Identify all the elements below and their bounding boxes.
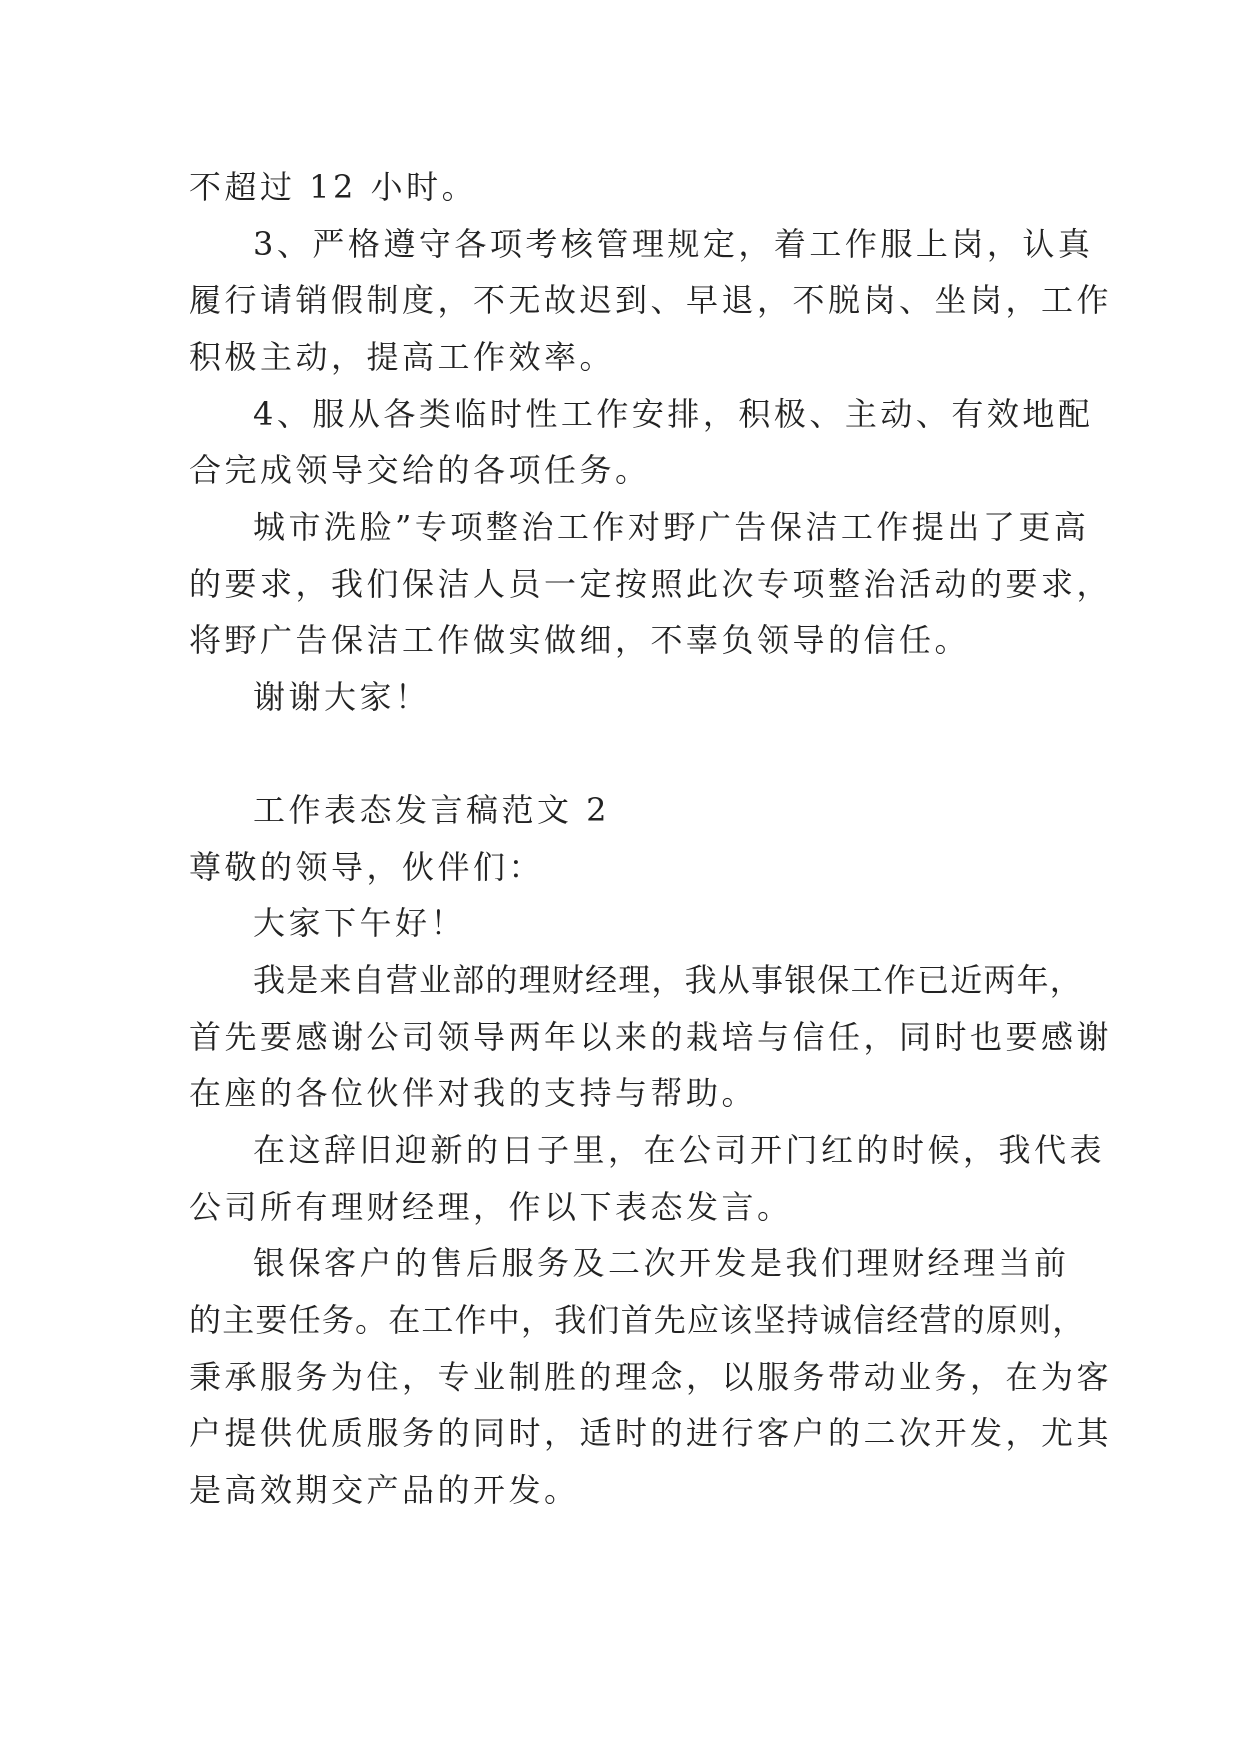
text-line: 4、服从各类临时性工作安排，积极、主动、有效地配 [253,395,1094,433]
text-line: 谢谢大家！ [253,678,431,716]
text-line: 在这辞旧迎新的日子里，在公司开门红的时候，我代表 [253,1131,1106,1169]
text-line: 秉承服务为住，专业制胜的理念，以服务带动业务，在为客 [189,1358,1113,1396]
text-line: 我是来自营业部的理财经理，我从事银保工作已近两年， [253,961,1084,999]
text-line: 不超过 12 小时。 [189,168,478,206]
text-line: 履行请销假制度，不无故迟到、早退，不脱岗、坐岗，工作 [189,281,1113,319]
text-line: 合完成领导交给的各项任务。 [189,451,651,489]
text-line: 的主要任务。在工作中，我们首先应该坚持诚信经营的原则， [189,1301,1086,1339]
text-line: 在座的各位伙伴对我的支持与帮助。 [189,1074,758,1112]
text-line: 的要求，我们保洁人员一定按照此次专项整治活动的要求， [189,565,1113,603]
section-title: 工作表态发言稿范文 2 [253,791,611,829]
text-line: 公司所有理财经理，作以下表态发言。 [189,1188,793,1226]
salutation: 尊敬的领导，伙伴们： [189,848,545,886]
text-line: 积极主动，提高工作效率。 [189,338,616,376]
text-line: 户提供优质服务的同时，适时的进行客户的二次开发，尤其 [189,1414,1113,1452]
text-line: 3、严格遵守各项考核管理规定，着工作服上岗，认真 [253,225,1094,263]
text-line: 是高效期交产品的开发。 [189,1471,580,1509]
text-line: 首先要感谢公司领导两年以来的栽培与信任，同时也要感谢 [189,1018,1113,1056]
text-line: 将野广告保洁工作做实做细，不辜负领导的信任。 [189,621,971,659]
text-line: 大家下午好！ [253,904,467,942]
text-line: 城市洗脸”专项整治工作对野广告保洁工作提出了更高 [253,508,1090,546]
text-line: 银保客户的售后服务及二次开发是我们理财经理当前 [253,1244,1070,1282]
